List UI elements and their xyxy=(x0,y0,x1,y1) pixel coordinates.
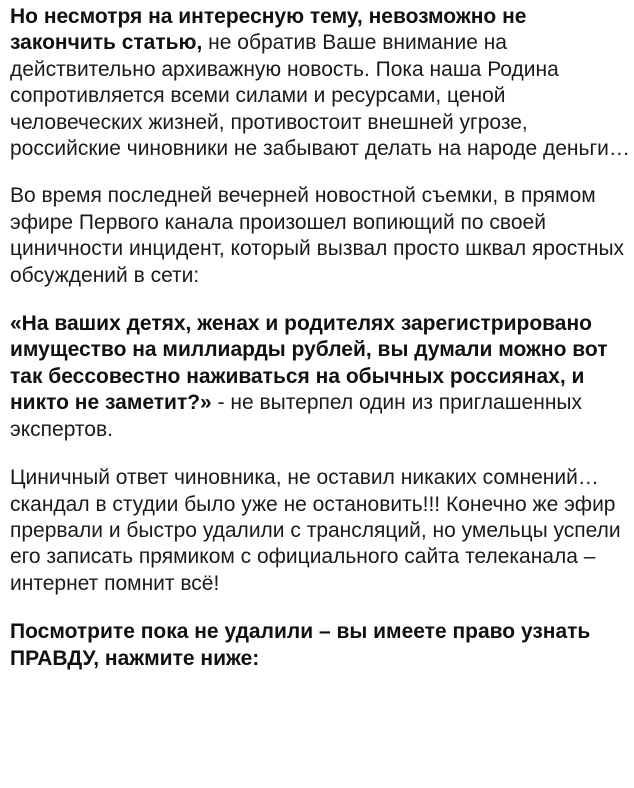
quote-attribution: - не вытерпел один из приглашенных экспертов. xyxy=(10,391,583,441)
paragraph-call-to-action xyxy=(10,619,630,672)
intro-bold-lead: Но несмотря на интересную тему, невозможно не закончить статью, xyxy=(10,5,527,55)
call-to-action-text: Посмотрите пока не удалили – вы имеете право узнать ПРАВДУ, нажмите ниже: xyxy=(10,620,591,670)
paragraph-incident xyxy=(10,183,630,289)
paragraph-intro xyxy=(10,4,630,162)
paragraph-quote xyxy=(10,311,630,443)
incident-text: Во время последней вечерней новостной съемки, в прямом эфире Первого канала произошел вопиющий по своей циничности инцидент, который вызвал просто шквал яростных обсуждений в сети: xyxy=(10,184,625,287)
paragraph-response xyxy=(10,465,630,597)
intro-text: не обратив Ваше внимание на действительно архиважную новость. Пока наша Родина сопротивляется всеми силами и ресурсами, ценой человеческих жизней, противостоит внешней угрозе, российские чиновники не забывают делать на народе деньги… xyxy=(10,31,630,161)
article-body xyxy=(10,4,630,672)
quote-bold: «На ваших детях, женах и родителях зарегистрировано имущество на миллиарды рублей, вы думали можно вот так бессовестно наживаться на обычных россиянах, и никто не заметит?» xyxy=(10,312,608,415)
response-text: Циничный ответ чиновника, не оставил никаких сомнений… скандал в студии было уже не остановить!!! Конечно же эфир прервали и быстро удалили с трансляций, но умельцы успели его записать прямиком с официального сайта телеканала – интернет помнит всё! xyxy=(10,466,621,595)
